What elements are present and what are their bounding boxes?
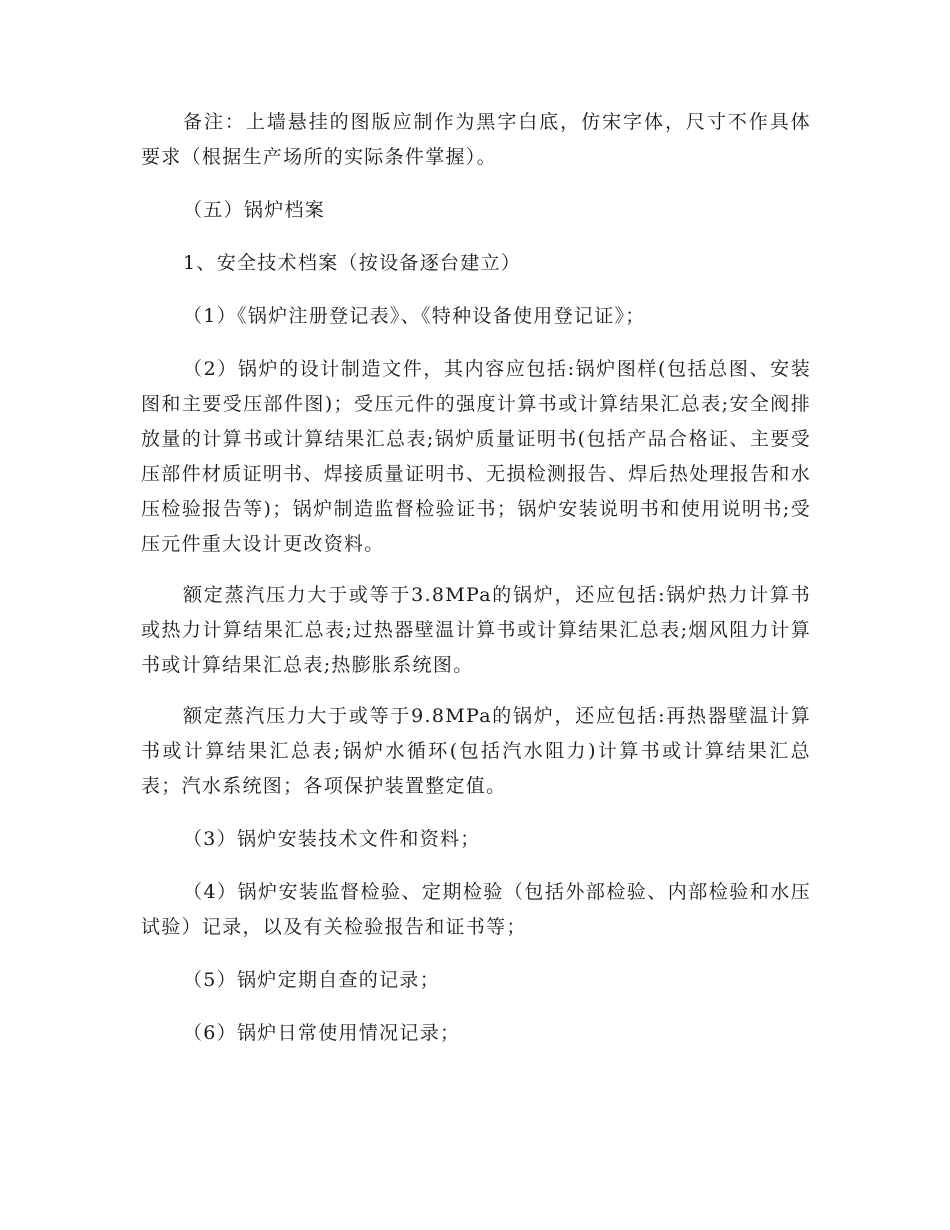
note-paragraph: 备注：上墙悬挂的图版应制作为黑字白底，仿宋字体，尺寸不作具体要求（根据生产场所的实际条件掌握）。 bbox=[141, 111, 811, 168]
list-item-3: （3）锅炉安装技术文件和资料； bbox=[183, 828, 481, 850]
paragraph-3-8mpa: 额定蒸汽压力大于或等于3.8MPa的锅炉，还应包括:锅炉热力计算书或热力计算结果汇总表;过热器壁温计算书或计算结果汇总表;烟风阻力计算书或计算结果汇总表;热膨胀系统图。 bbox=[141, 584, 811, 676]
subheading-safety-tech-archive: 1、安全技术档案（按设备逐台建立） bbox=[183, 252, 522, 274]
section-heading-boiler-archive: （五）锅炉档案 bbox=[183, 199, 326, 221]
list-item-2: （2）锅炉的设计制造文件，其内容应包括:锅炉图样(包括总图、安装图和主要受压部件图)；受压元件的强度计算书或计算结果汇总表;安全阀排放量的计算书或计算结果汇总表;锅炉质量证明书(包括产品合格证、主要受压部件材质证明书、焊接质量证明书、无损检测报告、焊后热处理报告和水压检验报告等)；锅炉制造监督检验证书；锅炉安装说明书和使用说明书;受压元件重大设计更改资料。 bbox=[141, 358, 811, 555]
list-item-1: （1）《锅炉注册登记表》、《特种设备使用登记证》； bbox=[183, 305, 646, 327]
paragraph-9-8mpa: 额定蒸汽压力大于或等于9.8MPa的锅炉，还应包括:再热器壁温计算书或计算结果汇总表;锅炉水循环(包括汽水阻力)计算书或计算结果汇总表；汽水系统图；各项保护装置整定值。 bbox=[141, 705, 811, 797]
document-body bbox=[141, 105, 811, 1051]
list-item-6: （6）锅炉日常使用情况记录； bbox=[183, 1022, 461, 1044]
list-item-4: （4）锅炉安装监督检验、定期检验（包括外部检验、内部检验和水压试验）记录，以及有关检验报告和证书等； bbox=[141, 881, 811, 938]
list-item-5: （5）锅炉定期自查的记录； bbox=[183, 969, 440, 991]
